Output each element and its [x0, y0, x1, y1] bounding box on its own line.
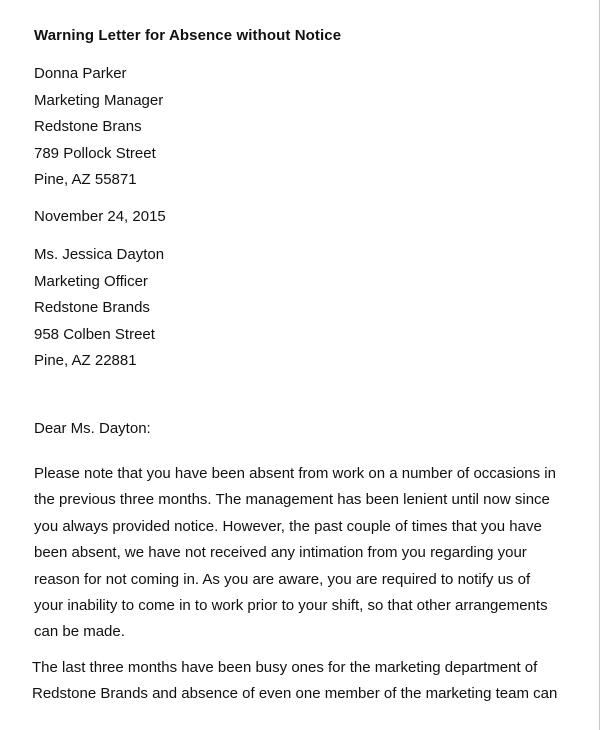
paragraph-line: Redstone Brands and absence of even one member of the marketing team can [32, 685, 558, 703]
paragraph-line: can be made. [34, 623, 125, 641]
sender-city: Pine, AZ 55871 [34, 171, 137, 188]
body-paragraph-1 [34, 461, 556, 646]
recipient-city: Pine, AZ 22881 [34, 352, 137, 369]
paragraph-line: Please note that you have been absent from work on a number of occasions in [34, 465, 556, 482]
sender-address [34, 61, 163, 194]
paragraph-line: your inability to come in to work prior to your shift, so that other arrangements [34, 596, 548, 614]
paragraph-line: you always provided notice. However, the past couple of times that you have [34, 517, 542, 535]
recipient-company: Redstone Brands [34, 299, 150, 316]
letter-date: November 24, 2015 [34, 208, 166, 225]
recipient-address [34, 242, 164, 375]
paragraph-line: been absent, we have not received any intimation from you regarding your [34, 544, 527, 562]
salutation: Dear Ms. Dayton: [34, 420, 151, 437]
sender-company: Redstone Brans [34, 118, 142, 135]
paragraph-line: reason for not coming in. As you are aware, you are required to notify us of [34, 570, 531, 588]
recipient-position: Marketing Officer [34, 272, 148, 290]
sender-position: Marketing Manager [34, 91, 164, 109]
paragraph-line: the previous three months. The management has been lenient until now since [34, 491, 550, 509]
recipient-name: Ms. Jessica Dayton [34, 246, 165, 263]
paragraph-line: The last three months have been busy ones for the marketing department of [32, 659, 538, 676]
recipient-street: 958 Colben Street [34, 325, 155, 343]
sender-name: Donna Parker [34, 65, 127, 82]
sender-street: 789 Pollock Street [34, 144, 156, 162]
body-paragraph-2 [32, 655, 557, 708]
letter-title: Warning Letter for Absence without Notice [34, 27, 342, 44]
